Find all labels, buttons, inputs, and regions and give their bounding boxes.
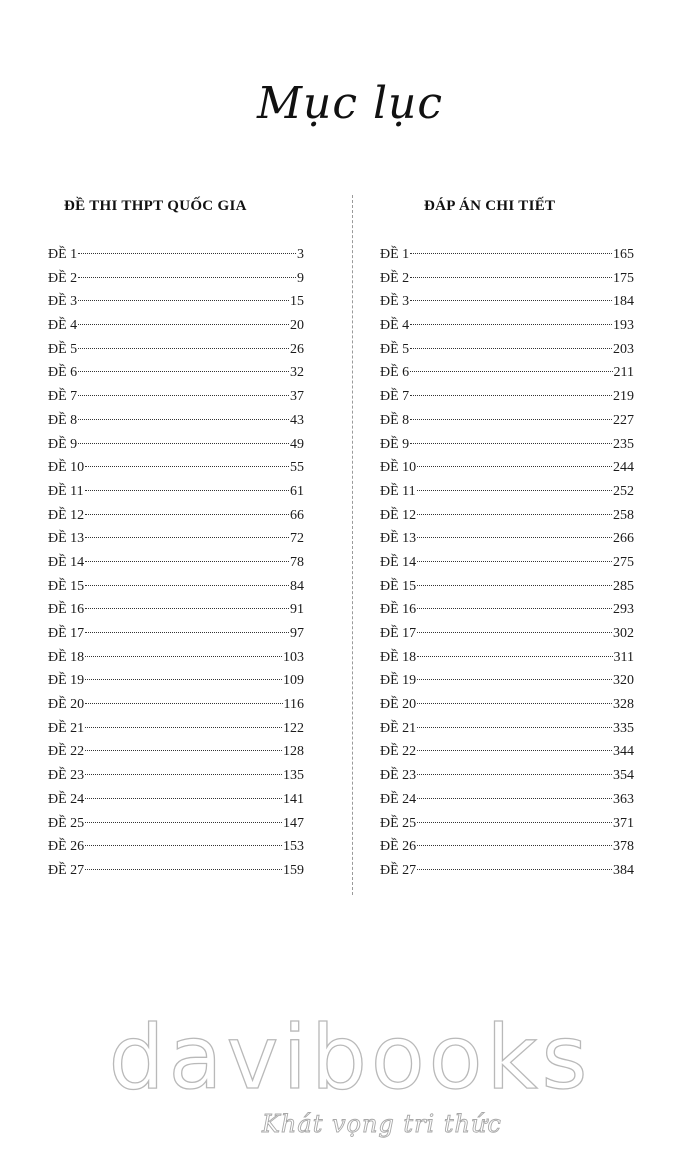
toc-entry-label: ĐỀ 22 (380, 744, 417, 760)
toc-entry-page: 84 (290, 578, 304, 594)
toc-entry (380, 598, 634, 622)
toc-entry-label: ĐỀ 12 (48, 507, 85, 523)
toc-entry-label: ĐỀ 20 (380, 697, 417, 713)
toc-entry-label: ĐỀ 6 (380, 365, 410, 381)
toc-entry (380, 575, 634, 599)
toc-entry-label: ĐỀ 18 (48, 649, 85, 665)
toc-entry (380, 764, 634, 788)
toc-leader-dots (85, 774, 282, 775)
toc-leader-dots (417, 774, 612, 775)
toc-leader-dots (417, 845, 612, 846)
toc-entry-page: 91 (290, 602, 304, 618)
toc-leader-dots (417, 490, 612, 491)
toc-entry (380, 314, 634, 338)
toc-entry (48, 243, 304, 267)
toc-leader-dots (417, 679, 612, 680)
toc-leader-dots (85, 466, 289, 467)
toc-entry-label: ĐỀ 2 (380, 270, 410, 286)
toc-entry-label: ĐỀ 27 (48, 862, 85, 878)
toc-leader-dots (85, 608, 289, 609)
toc-leader-dots (417, 822, 612, 823)
toc-entry (48, 835, 304, 859)
toc-leader-dots (417, 537, 612, 538)
toc-entry (48, 504, 304, 528)
toc-entry-page: 378 (613, 839, 634, 855)
toc-entry (380, 859, 634, 883)
toc-entry-page: 141 (283, 791, 304, 807)
toc-entry-page: 72 (290, 531, 304, 547)
toc-leader-dots (410, 277, 612, 278)
toc-entry-label: ĐỀ 11 (48, 483, 84, 499)
toc-entry-page: 20 (290, 318, 304, 334)
toc-entry (48, 385, 304, 409)
toc-entry-label: ĐỀ 23 (380, 768, 417, 784)
toc-entry-label: ĐỀ 1 (48, 247, 78, 262)
toc-entry-page: 285 (613, 578, 634, 594)
toc-entry-label: ĐỀ 10 (380, 460, 417, 476)
toc-entry-page: 384 (613, 862, 634, 878)
toc-entry (48, 456, 304, 480)
toc-entry-page: 3 (297, 247, 304, 262)
toc-entry-page: 15 (290, 294, 304, 310)
toc-entry-page: 26 (290, 341, 304, 357)
toc-entry-label: ĐỀ 17 (380, 626, 417, 641)
toc-entry-page: 211 (613, 365, 634, 381)
toc-entry (380, 812, 634, 836)
toc-entry-page: 328 (613, 697, 634, 713)
toc-entry-page: 320 (613, 673, 634, 689)
toc-entry-label: ĐỀ 11 (380, 483, 416, 499)
toc-entry-label: ĐỀ 21 (48, 720, 85, 736)
toc-entry (48, 433, 304, 457)
toc-entry-page: 128 (283, 744, 304, 760)
toc-leader-dots (78, 371, 289, 372)
toc-entry (380, 788, 634, 812)
toc-entry-label: ĐỀ 2 (48, 270, 78, 286)
toc-leader-dots (417, 514, 612, 515)
toc-entry (380, 717, 634, 741)
toc-entry-label: ĐỀ 16 (48, 602, 85, 618)
toc-leader-dots (85, 869, 282, 870)
watermark (0, 1006, 700, 1109)
toc-entry (48, 717, 304, 741)
toc-entry-label: ĐỀ 6 (48, 365, 78, 381)
toc-entry-page: 153 (283, 839, 304, 855)
toc-leader-dots (410, 324, 612, 325)
toc-entry-page: 371 (613, 815, 634, 831)
toc-entry-page: 116 (283, 697, 304, 713)
toc-entry-label: ĐỀ 15 (48, 578, 85, 594)
toc-list-answers (380, 243, 634, 883)
toc-entry (48, 788, 304, 812)
toc-entry (48, 551, 304, 575)
toc-entry-page: 235 (613, 436, 634, 452)
toc-entry (48, 598, 304, 622)
toc-leader-dots (417, 561, 612, 562)
toc-leader-dots (417, 632, 612, 633)
toc-entry-page: 275 (613, 554, 634, 570)
toc-entry-label: ĐỀ 24 (48, 791, 85, 807)
toc-list-exams (48, 243, 304, 883)
toc-entry-label: ĐỀ 15 (380, 578, 417, 594)
toc-entry-page: 49 (290, 436, 304, 452)
toc-entry (380, 551, 634, 575)
toc-entry-label: ĐỀ 4 (380, 318, 410, 334)
toc-entry-page: 227 (613, 412, 634, 428)
toc-entry-label: ĐỀ 26 (48, 839, 85, 855)
toc-entry-page: 66 (290, 507, 304, 523)
toc-entry-page: 109 (283, 673, 304, 689)
toc-leader-dots (85, 514, 289, 515)
toc-entry-page: 61 (290, 483, 304, 499)
watermark-tagline: Khát vọng tri thức (262, 1110, 502, 1138)
toc-leader-dots (410, 395, 612, 396)
toc-entry-label: ĐỀ 1 (380, 247, 410, 262)
toc-entry-page: 252 (613, 483, 634, 499)
toc-entry-page: 122 (283, 720, 304, 736)
toc-entry-page: 335 (613, 720, 634, 736)
toc-entry (380, 669, 634, 693)
toc-leader-dots (85, 561, 289, 562)
toc-leader-dots (417, 869, 612, 870)
toc-entry-page: 293 (613, 602, 634, 618)
toc-entry-label: ĐỀ 4 (48, 318, 78, 334)
toc-leader-dots (78, 300, 289, 301)
left-column-heading: ĐỀ THI THPT QUỐC GIA (64, 198, 247, 214)
toc-entry-label: ĐỀ 20 (48, 697, 85, 713)
toc-entry-label: ĐỀ 13 (380, 531, 417, 547)
toc-entry-page: 363 (613, 791, 634, 807)
toc-entry-label: ĐỀ 5 (48, 341, 78, 357)
toc-leader-dots (85, 679, 282, 680)
toc-leader-dots (410, 253, 612, 254)
column-divider (352, 195, 353, 895)
toc-entry (48, 338, 304, 362)
toc-leader-dots (85, 490, 289, 491)
toc-entry-label: ĐỀ 12 (380, 507, 417, 523)
toc-entry-page: 203 (613, 341, 634, 357)
toc-leader-dots (417, 703, 612, 704)
toc-entry-page: 78 (290, 554, 304, 570)
toc-leader-dots (78, 443, 289, 444)
toc-entry-label: ĐỀ 13 (48, 531, 85, 547)
toc-leader-dots (410, 371, 612, 372)
toc-entry-label: ĐỀ 23 (48, 768, 85, 784)
toc-leader-dots (85, 585, 289, 586)
toc-leader-dots (78, 277, 296, 278)
toc-entry-label: ĐỀ 7 (48, 389, 78, 405)
toc-leader-dots (85, 703, 282, 704)
toc-entry (380, 385, 634, 409)
toc-leader-dots (410, 419, 612, 420)
toc-entry (380, 480, 634, 504)
toc-leader-dots (417, 585, 612, 586)
toc-entry (48, 361, 304, 385)
toc-entry (380, 433, 634, 457)
toc-entry-label: ĐỀ 19 (380, 673, 417, 689)
toc-entry-page: 9 (297, 270, 304, 286)
toc-leader-dots (78, 419, 289, 420)
toc-entry (380, 622, 634, 646)
toc-leader-dots (410, 443, 612, 444)
toc-entry-label: ĐỀ 9 (380, 436, 410, 452)
toc-entry-page: 311 (613, 649, 634, 665)
toc-entry-page: 32 (290, 365, 304, 381)
toc-entry-page: 43 (290, 412, 304, 428)
toc-leader-dots (78, 395, 289, 396)
toc-entry-label: ĐỀ 7 (380, 389, 410, 405)
toc-entry (48, 314, 304, 338)
toc-entry (48, 622, 304, 646)
toc-leader-dots (85, 822, 282, 823)
toc-entry (48, 740, 304, 764)
toc-leader-dots (85, 632, 289, 633)
toc-leader-dots (85, 727, 282, 728)
toc-entry (380, 290, 634, 314)
toc-leader-dots (78, 348, 289, 349)
toc-entry-label: ĐỀ 3 (48, 294, 78, 310)
toc-leader-dots (417, 727, 612, 728)
toc-entry-label: ĐỀ 14 (48, 554, 85, 570)
toc-entry-page: 103 (283, 649, 304, 665)
toc-entry-page: 184 (613, 294, 634, 310)
toc-entry-page: 175 (613, 270, 634, 286)
toc-entry-label: ĐỀ 10 (48, 460, 85, 476)
toc-entry (48, 764, 304, 788)
toc-leader-dots (417, 466, 612, 467)
toc-entry-page: 147 (283, 815, 304, 831)
toc-leader-dots (417, 798, 612, 799)
toc-entry-label: ĐỀ 16 (380, 602, 417, 618)
toc-entry (380, 527, 634, 551)
toc-entry-page: 354 (613, 768, 634, 784)
toc-entry-label: ĐỀ 25 (380, 815, 417, 831)
toc-entry-page: 165 (613, 247, 634, 262)
toc-entry-label: ĐỀ 14 (380, 554, 417, 570)
toc-leader-dots (85, 656, 282, 657)
toc-entry-label: ĐỀ 3 (380, 294, 410, 310)
toc-entry (48, 693, 304, 717)
toc-entry-page: 302 (613, 626, 634, 641)
toc-leader-dots (78, 324, 289, 325)
toc-entry (48, 812, 304, 836)
toc-entry (48, 290, 304, 314)
toc-entry-page: 219 (613, 389, 634, 405)
toc-entry (48, 267, 304, 291)
toc-entry (48, 575, 304, 599)
toc-entry (380, 740, 634, 764)
toc-leader-dots (85, 750, 282, 751)
toc-entry-label: ĐỀ 9 (48, 436, 78, 452)
toc-entry (380, 835, 634, 859)
toc-entry (380, 504, 634, 528)
toc-entry-label: ĐỀ 5 (380, 341, 410, 357)
toc-entry (380, 646, 634, 670)
toc-leader-dots (417, 656, 612, 657)
toc-entry (48, 859, 304, 883)
toc-entry-page: 266 (613, 531, 634, 547)
watermark-brand: davibooks (108, 1006, 592, 1109)
toc-leader-dots (410, 300, 612, 301)
toc-entry-page: 135 (283, 768, 304, 784)
toc-entry-label: ĐỀ 8 (48, 412, 78, 428)
toc-entry-page: 159 (283, 862, 304, 878)
toc-leader-dots (85, 845, 282, 846)
toc-leader-dots (410, 348, 612, 349)
toc-entry-label: ĐỀ 24 (380, 791, 417, 807)
toc-entry-label: ĐỀ 25 (48, 815, 85, 831)
right-column-heading: ĐÁP ÁN CHI TIẾT (424, 198, 556, 214)
page-title: Mục lục (256, 78, 444, 129)
toc-entry-page: 97 (290, 626, 304, 641)
toc-entry-label: ĐỀ 26 (380, 839, 417, 855)
toc-entry-page: 55 (290, 460, 304, 476)
toc-entry (380, 338, 634, 362)
toc-leader-dots (85, 537, 289, 538)
toc-entry-page: 258 (613, 507, 634, 523)
toc-entry (380, 409, 634, 433)
toc-entry (48, 527, 304, 551)
toc-leader-dots (85, 798, 282, 799)
toc-entry (48, 669, 304, 693)
toc-entry-page: 344 (613, 744, 634, 760)
toc-leader-dots (417, 608, 612, 609)
toc-entry-label: ĐỀ 21 (380, 720, 417, 736)
toc-entry (380, 243, 634, 267)
toc-entry (380, 361, 634, 385)
toc-entry (380, 267, 634, 291)
toc-entry-label: ĐỀ 17 (48, 626, 85, 641)
toc-entry (380, 456, 634, 480)
toc-entry-label: ĐỀ 18 (380, 649, 417, 665)
toc-entry-page: 37 (290, 389, 304, 405)
toc-entry-label: ĐỀ 19 (48, 673, 85, 689)
toc-leader-dots (417, 750, 612, 751)
toc-entry-label: ĐỀ 8 (380, 412, 410, 428)
toc-entry (48, 480, 304, 504)
toc-leader-dots (78, 253, 296, 254)
toc-entry (380, 693, 634, 717)
toc-entry (48, 646, 304, 670)
toc-entry-page: 244 (613, 460, 634, 476)
toc-entry-page: 193 (613, 318, 634, 334)
toc-entry-label: ĐỀ 27 (380, 862, 417, 878)
toc-entry-label: ĐỀ 22 (48, 744, 85, 760)
toc-entry (48, 409, 304, 433)
